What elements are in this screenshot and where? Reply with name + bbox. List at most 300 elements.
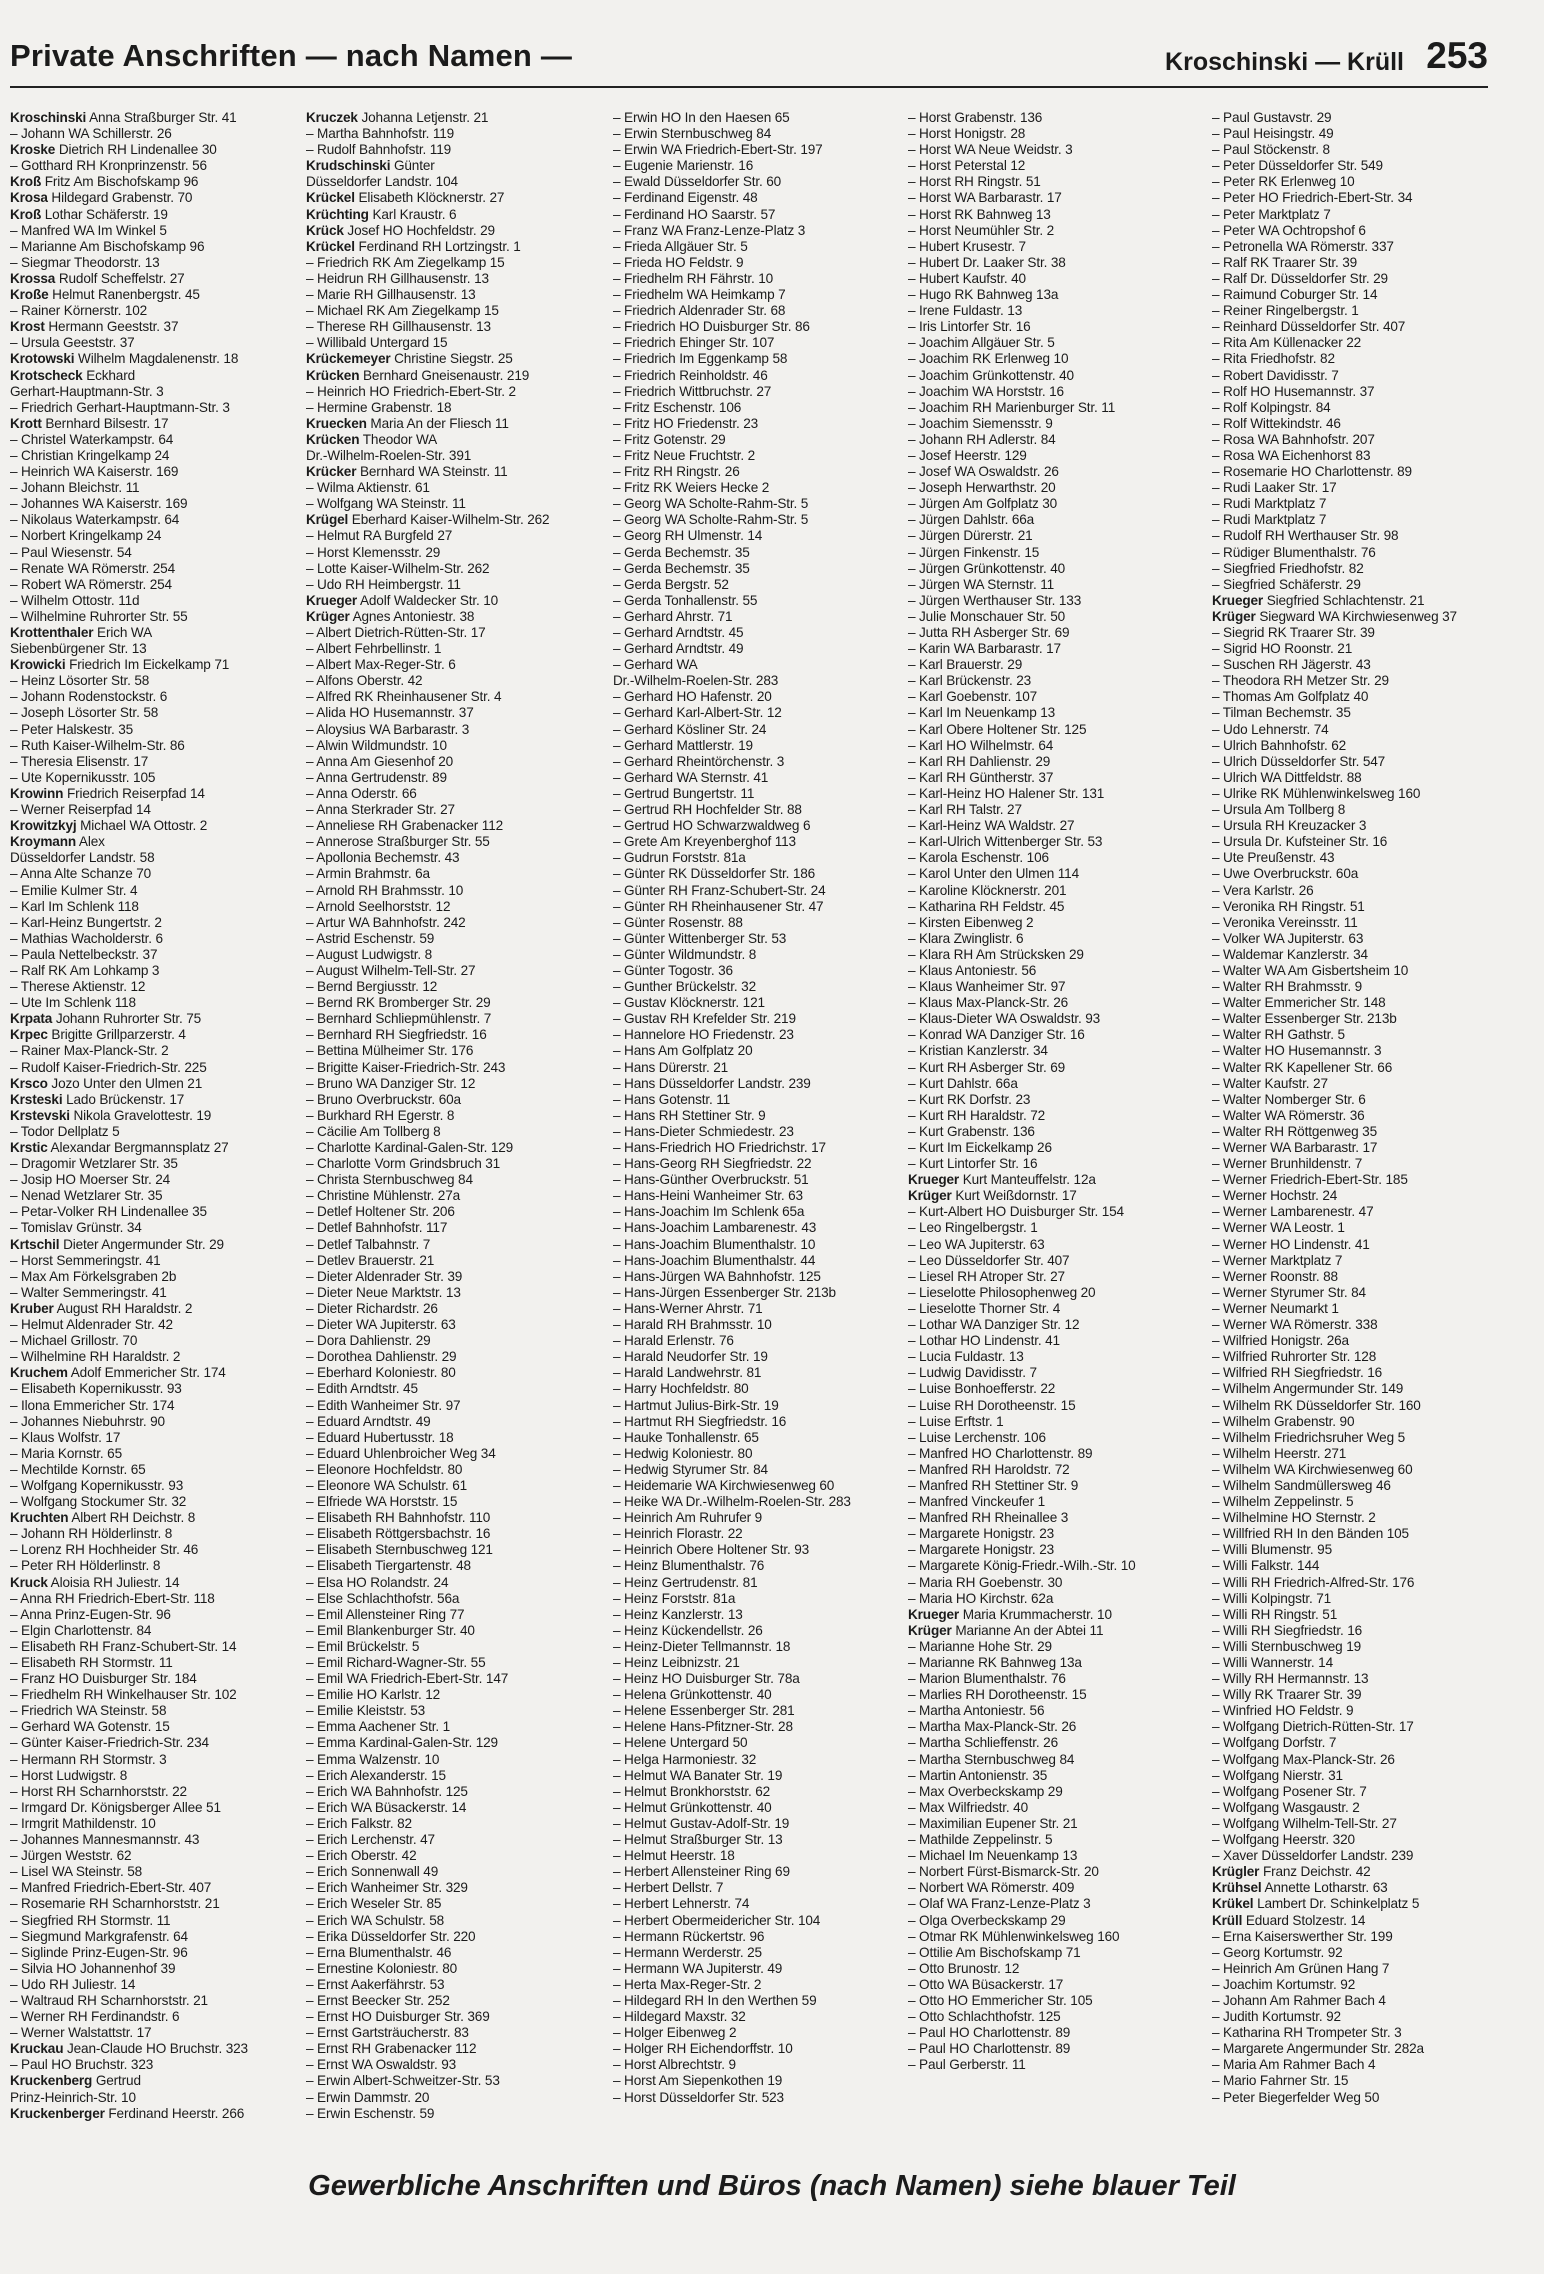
entry-text: – Rudi Laaker Str. 17 — [1212, 480, 1337, 496]
directory-entry — [306, 1301, 598, 1317]
directory-entry — [10, 1381, 302, 1397]
entry-text: – Uwe Overbruckstr. 60a — [1212, 866, 1359, 882]
entry-text: – Ewald Düsseldorfer Str. 60 — [613, 174, 782, 190]
directory-entry — [908, 1076, 1200, 1092]
directory-entry — [613, 271, 905, 287]
entry-text: – Paul HO Charlottenstr. 89 — [908, 2041, 1071, 2057]
entry-text: – Ernst HO Duisburger Str. 369 — [306, 2009, 490, 2025]
directory-entry — [306, 223, 598, 239]
directory-entry — [1212, 1301, 1504, 1317]
directory-entry — [306, 1237, 598, 1253]
entry-text: – Lotte Kaiser-Wilhelm-Str. 262 — [306, 560, 490, 576]
entry-text: Dr.-Wilhelm-Roelen-Str. 391 — [306, 447, 472, 463]
directory-entry — [613, 1285, 905, 1301]
surname: Krottenthaler — [10, 625, 94, 640]
directory-entry — [1212, 1993, 1504, 2009]
directory-entry — [306, 834, 598, 850]
directory-entry — [306, 1414, 598, 1430]
directory-entry — [306, 1526, 598, 1542]
entry-text: – Martin Antonienstr. 35 — [908, 1767, 1048, 1783]
directory-entry — [908, 1140, 1200, 1156]
directory-entry — [613, 1848, 905, 1864]
entry-text: – Rüdiger Blumenthalstr. 76 — [1212, 544, 1376, 560]
directory-entry — [306, 1478, 598, 1494]
surname: Krühsel — [1212, 1880, 1262, 1896]
directory-entry — [613, 673, 905, 689]
entry-text: – Helene Essenberger Str. 281 — [613, 1703, 795, 1719]
directory-entry — [613, 1961, 905, 1977]
surname: Krückel — [306, 190, 355, 206]
entry-text: – Anna Gertrudenstr. 89 — [306, 769, 447, 785]
directory-entry — [1212, 963, 1504, 979]
entry-text: – Günter Wildmundstr. 8 — [613, 946, 757, 962]
entry-text: – Friedrich HO Duisburger Str. 86 — [613, 319, 810, 335]
directory-entry — [613, 1977, 905, 1993]
surname: Krowicki — [10, 657, 66, 673]
directory-entry — [908, 1124, 1200, 1140]
directory-entry — [613, 1140, 905, 1156]
entry-text: – Werner Marktplatz 7 — [1212, 1252, 1343, 1268]
directory-entry — [10, 303, 302, 319]
entry-text: – Rainer Körnerstr. 102 — [10, 303, 148, 319]
entry-text: – Werner HO Lindenstr. 41 — [1212, 1236, 1370, 1252]
directory-entry — [1212, 915, 1504, 931]
directory-entry — [908, 1430, 1200, 1446]
directory-entry — [908, 689, 1200, 705]
directory-entry — [1212, 1752, 1504, 1768]
surname: Krtschil — [10, 1236, 60, 1252]
directory-entry — [908, 126, 1200, 142]
directory-entry — [306, 1816, 598, 1832]
entry-text: – Apollonia Bechemstr. 43 — [306, 850, 460, 866]
directory-entry — [306, 641, 598, 657]
directory-entry — [306, 673, 598, 689]
directory-entry — [10, 223, 302, 239]
entry-text: – Hans Gotenstr. 11 — [613, 1091, 731, 1107]
surname: Kruczek — [306, 110, 358, 125]
directory-entry — [10, 1526, 302, 1542]
entry-text: – Klaus Antoniestr. 56 — [908, 962, 1037, 978]
directory-entry — [306, 1027, 598, 1043]
directory-entry — [908, 1414, 1200, 1430]
entry-text: – Friedrich Reinholdstr. 46 — [613, 367, 768, 383]
directory-entry — [908, 1220, 1200, 1236]
directory-entry — [908, 899, 1200, 915]
directory-entry — [1212, 1108, 1504, 1124]
directory-entry — [613, 1108, 905, 1124]
directory-entry — [1212, 577, 1504, 593]
entry-text: – Reinhard Düsseldorfer Str. 407 — [1212, 319, 1406, 335]
entry-text: – Vera Karlstr. 26 — [1212, 882, 1314, 898]
directory-entry — [306, 561, 598, 577]
directory-entry — [613, 464, 905, 480]
directory-entry — [613, 1430, 905, 1446]
directory-entry — [1212, 480, 1504, 496]
directory-entry — [306, 705, 598, 721]
entry-text: Johann Ruhrorter Str. 75 — [55, 1011, 202, 1027]
directory-entry — [1212, 351, 1504, 367]
entry-text: – Sigrid HO Roonstr. 21 — [1212, 641, 1353, 657]
entry-text: – Kurt Lintorfer Str. 16 — [908, 1156, 1038, 1172]
directory-entry — [1212, 2057, 1504, 2073]
entry-text: – Reiner Ringelbergstr. 1 — [1212, 303, 1359, 319]
entry-text: – Heinz-Dieter Tellmannstr. 18 — [613, 1638, 791, 1654]
directory-entry — [908, 255, 1200, 271]
directory-entry — [306, 416, 598, 432]
entry-text: – Gertrud RH Hochfelder Str. 88 — [613, 802, 802, 818]
entry-text: – Mathias Wacholderstr. 6 — [10, 930, 163, 946]
directory-entry — [613, 1204, 905, 1220]
entry-text: – Jürgen Weststr. 62 — [10, 1848, 132, 1864]
directory-entry — [10, 1156, 302, 1172]
directory-entry — [613, 625, 905, 641]
entry-text: – Harald Landwehrstr. 81 — [613, 1365, 762, 1381]
directory-entry — [10, 1832, 302, 1848]
directory-entry — [306, 190, 598, 206]
entry-text: – Petronella WA Römerstr. 337 — [1212, 238, 1394, 254]
directory-entry — [908, 1269, 1200, 1285]
entry-text: – Heinrich HO Friedrich-Ebert-Str. 2 — [306, 383, 516, 399]
directory-entry — [306, 802, 598, 818]
entry-text: – Werner WA Leostr. 1 — [1212, 1220, 1345, 1236]
directory-entry — [613, 319, 905, 335]
entry-text: – Erika Düsseldorfer Str. 220 — [306, 1928, 476, 1944]
entry-text: – Dieter WA Jupiterstr. 63 — [306, 1317, 456, 1333]
directory-entry — [613, 963, 905, 979]
entry-text: – Heinz Blumenthalstr. 76 — [613, 1558, 765, 1574]
entry-text: – Helmut WA Banater Str. 19 — [613, 1767, 783, 1783]
entry-text: – Emil Brückelstr. 5 — [306, 1638, 420, 1654]
entry-text: – Anna Am Giesenhof 20 — [306, 753, 454, 769]
entry-text: – Josef Heerstr. 129 — [908, 447, 1027, 463]
directory-entry — [613, 1381, 905, 1397]
section-title: Private Anschriften — nach Namen — — [10, 38, 573, 73]
entry-text: – Otto WA Büsackerstr. 17 — [908, 1976, 1064, 1992]
entry-text: – Gudrun Forststr. 81a — [613, 850, 746, 866]
directory-entry — [306, 1220, 598, 1236]
directory-entry — [613, 1076, 905, 1092]
entry-text: – Brigitte Kaiser-Friedrich-Str. 243 — [306, 1059, 506, 1075]
directory-entry — [1212, 335, 1504, 351]
directory-entry — [10, 1220, 302, 1236]
directory-entry — [10, 1108, 302, 1124]
directory-entry — [613, 384, 905, 400]
directory-entry — [306, 947, 598, 963]
entry-text: Hildegard Grabenstr. 70 — [51, 190, 193, 206]
directory-entry — [306, 1752, 598, 1768]
directory-entry — [1212, 432, 1504, 448]
entry-text: – Karl Obere Holtener Str. 125 — [908, 721, 1087, 737]
directory-entry — [613, 1446, 905, 1462]
entry-text: – Manfred Friedrich-Ebert-Str. 407 — [10, 1880, 212, 1896]
entry-text: – Georg RH Ulmenstr. 14 — [613, 528, 763, 544]
directory-entry — [306, 963, 598, 979]
directory-entry — [908, 2025, 1200, 2041]
directory-entry — [10, 1237, 302, 1253]
directory-entry — [908, 1816, 1200, 1832]
entry-text: – Gerda Bechemstr. 35 — [613, 544, 750, 560]
directory-entry — [613, 400, 905, 416]
entry-text: – Hermine Grabenstr. 18 — [306, 399, 452, 415]
directory-entry — [613, 1558, 905, 1574]
directory-entry — [908, 1301, 1200, 1317]
entry-text: – Joachim RK Erlenweg 10 — [908, 351, 1069, 367]
directory-entry — [1212, 1784, 1504, 1800]
entry-text: – Ulrich Bahnhofstr. 62 — [1212, 737, 1347, 753]
entry-text: – Lieselotte Thorner Str. 4 — [908, 1300, 1061, 1316]
surname: Kroymann — [10, 834, 77, 850]
entry-text: Johanna Letjenstr. 21 — [361, 110, 489, 125]
directory-entry — [1212, 1172, 1504, 1188]
surname: Krost — [10, 319, 45, 335]
directory-entry — [908, 1832, 1200, 1848]
entry-text: – Karl RH Güntherstr. 37 — [908, 769, 1054, 785]
directory-entry — [10, 963, 302, 979]
entry-text: – Horst Grabenstr. 136 — [908, 110, 1043, 125]
entry-text: – Hauke Tonhallenstr. 65 — [613, 1429, 759, 1445]
entry-text: – Walter WA Am Gisbertsheim 10 — [1212, 962, 1409, 978]
entry-text: – Peter RH Hölderlinstr. 8 — [10, 1558, 161, 1574]
directory-entry — [306, 1639, 598, 1655]
entry-text: – Paul Stöckenstr. 8 — [1212, 142, 1330, 158]
entry-text: – Ulrich Düsseldorfer Str. 547 — [1212, 753, 1386, 769]
entry-text: Ferdinand Heerstr. 266 — [108, 2105, 245, 2121]
directory-entry — [306, 1446, 598, 1462]
entry-text: – Rudolf Kaiser-Friedrich-Str. 225 — [10, 1059, 207, 1075]
entry-text: – Harald Neudorfer Str. 19 — [613, 1349, 768, 1365]
directory-entry — [908, 1446, 1200, 1462]
entry-text: – Wolfgang Kopernikusstr. 93 — [10, 1477, 184, 1493]
directory-entry — [613, 1735, 905, 1751]
directory-entry — [613, 190, 905, 206]
entry-text: – Willi Wannerstr. 14 — [1212, 1655, 1333, 1670]
entry-text: – Hans-Joachim Im Schlenk 65a — [613, 1204, 805, 1220]
directory-entry — [908, 2057, 1200, 2073]
entry-text: Alex — [78, 834, 105, 850]
entry-text: – Helmut Gustav-Adolf-Str. 19 — [613, 1815, 790, 1831]
directory-entry — [613, 158, 905, 174]
directory-entry — [1212, 1945, 1504, 1961]
directory-entry — [10, 2106, 302, 2122]
directory-entry — [908, 1526, 1200, 1542]
entry-text: – Friedrich Wittbruchstr. 27 — [613, 383, 772, 399]
directory-entry — [613, 1220, 905, 1236]
entry-text: – Joachim Kortumstr. 92 — [1212, 1976, 1356, 1992]
entry-text: Günter — [393, 158, 435, 174]
entry-text: – Hildegard Maxstr. 32 — [613, 2009, 746, 2025]
entry-text: – Tomislav Grünstr. 34 — [10, 1220, 142, 1236]
surname: Kruber — [10, 1300, 54, 1316]
entry-text: – Wolfgang Nierstr. 31 — [1212, 1767, 1343, 1783]
entry-text: – Joseph Herwarthstr. 20 — [908, 480, 1056, 496]
surname: Krückemeyer — [306, 351, 391, 367]
entry-text: – Arnold RH Brahmsstr. 10 — [306, 882, 464, 898]
entry-text: – Wilhelmine RH Haraldstr. 2 — [10, 1349, 181, 1365]
surname: Krükel — [1212, 1896, 1254, 1912]
directory-entry — [10, 448, 302, 464]
entry-text: – Ursula Am Tollberg 8 — [1212, 802, 1346, 818]
directory-entry — [613, 1462, 905, 1478]
directory-entry — [613, 1575, 905, 1591]
entry-text: – Luise Lerchenstr. 106 — [908, 1429, 1046, 1445]
directory-entry — [908, 1237, 1200, 1253]
entry-text: – Joachim RH Marienburger Str. 11 — [908, 399, 1116, 415]
column-2 — [306, 110, 598, 2134]
directory-entry — [306, 351, 598, 367]
directory-entry — [306, 1398, 598, 1414]
entry-text: – Dragomir Wetzlarer Str. 35 — [10, 1156, 178, 1172]
entry-text: – Hans Düsseldorfer Landstr. 239 — [613, 1075, 811, 1091]
surname: Krüger — [1212, 608, 1256, 624]
directory-entry — [10, 335, 302, 351]
entry-text: – Elsa HO Rolandstr. 24 — [306, 1574, 449, 1590]
entry-text: – Manfred HO Charlottenstr. 89 — [908, 1445, 1093, 1461]
entry-text: – Willi Sternbuschweg 19 — [1212, 1638, 1362, 1654]
entry-text: – Fritz RH Ringstr. 26 — [613, 464, 740, 480]
directory-entry — [1212, 641, 1504, 657]
entry-text: – Karol Unter den Ulmen 114 — [908, 866, 1080, 882]
entry-text: – Horst RH Scharnhorststr. 22 — [10, 1783, 187, 1799]
entry-text: – Hans-Günther Overbruckstr. 51 — [613, 1172, 809, 1188]
surname: Kruecken — [306, 415, 367, 431]
entry-text: – Wolfgang WA Steinstr. 11 — [306, 496, 466, 512]
directory-entry — [1212, 126, 1504, 142]
entry-text: Friedrich Reiserpfad 14 — [66, 785, 205, 801]
directory-entry — [306, 1462, 598, 1478]
entry-text: – Wilhelmine HO Sternstr. 2 — [1212, 1510, 1376, 1526]
directory-entry — [306, 1575, 598, 1591]
directory-entry — [306, 593, 598, 609]
directory-entry — [10, 883, 302, 899]
entry-text: – Margarete Honigstr. 23 — [908, 1542, 1055, 1558]
entry-text: – Horst Düsseldorfer Str. 523 — [613, 2089, 784, 2105]
directory-entry — [10, 1317, 302, 1333]
entry-text: – Helene Untergard 50 — [613, 1735, 748, 1751]
entry-text: – Fritz Neue Fruchtstr. 2 — [613, 447, 756, 463]
entry-text: – Werner Roonstr. 88 — [1212, 1268, 1338, 1284]
entry-text: – Wilhelm RK Düsseldorfer Str. 160 — [1212, 1397, 1421, 1413]
directory-entry — [1212, 2009, 1504, 2025]
directory-entry — [1212, 190, 1504, 206]
directory-entry — [10, 1655, 302, 1671]
entry-text: Christine Siegstr. 25 — [394, 351, 513, 367]
entry-text: – Wilfried Honigstr. 26a — [1212, 1333, 1349, 1349]
directory-entry — [908, 1896, 1200, 1912]
directory-entry — [306, 1365, 598, 1381]
directory-entry — [10, 142, 302, 158]
directory-entry — [908, 1156, 1200, 1172]
directory-entry — [10, 1880, 302, 1896]
directory-entry — [10, 1253, 302, 1269]
entry-text: Maria An der Fliesch 11 — [370, 415, 509, 431]
entry-text: – Karoline Klöcknerstr. 201 — [908, 882, 1067, 898]
directory-entry — [908, 657, 1200, 673]
entry-text: – Hermann RH Stormstr. 3 — [10, 1751, 167, 1767]
entry-text: – Xaver Düsseldorfer Landstr. 239 — [1212, 1848, 1414, 1864]
surname: Kruchten — [10, 1510, 69, 1526]
directory-entry — [10, 593, 302, 609]
entry-text: – Konrad WA Danziger Str. 16 — [908, 1027, 1085, 1043]
entry-text: – Erich Weseler Str. 85 — [306, 1896, 442, 1912]
entry-text: – Ursula Dr. Kufsteiner Str. 16 — [1212, 834, 1388, 850]
entry-text: – Werner Styrumer Str. 84 — [1212, 1284, 1366, 1300]
directory-entry — [306, 1800, 598, 1816]
directory-entry — [1212, 1558, 1504, 1574]
entry-text: – Alfons Oberstr. 42 — [306, 673, 423, 689]
directory-entry — [1212, 947, 1504, 963]
directory-entry — [1212, 1220, 1504, 1236]
directory-entry — [908, 207, 1200, 223]
entry-text: Gerhart-Hauptmann-Str. 3 — [10, 383, 164, 399]
entry-text: Franz Deichstr. 42 — [1262, 1864, 1371, 1880]
entry-text: – Christel Waterkampstr. 64 — [10, 431, 174, 447]
directory-entry — [10, 400, 302, 416]
entry-text: Eduard Stolzestr. 14 — [1245, 1912, 1366, 1928]
directory-entry — [306, 915, 598, 931]
entry-text: – Rolf Kolpingstr. 84 — [1212, 399, 1331, 415]
directory-entry — [1212, 657, 1504, 673]
directory-entry — [306, 545, 598, 561]
directory-entry — [613, 1929, 905, 1945]
directory-entry — [908, 1510, 1200, 1526]
entry-text: – Klaus Max-Planck-Str. 26 — [908, 995, 1069, 1011]
directory-entry — [306, 2041, 598, 2057]
surname: Kroß — [10, 206, 42, 222]
entry-text: – Christian Kringelkamp 24 — [10, 447, 170, 463]
directory-entry — [1212, 1977, 1504, 1993]
entry-text: – Lorenz RH Hochheider Str. 46 — [10, 1542, 199, 1558]
entry-text: – Walter RK Kapellener Str. 66 — [1212, 1059, 1393, 1075]
entry-text: – Gerhard Mattlerstr. 19 — [613, 737, 753, 753]
directory-entry — [306, 1060, 598, 1076]
directory-entry — [306, 899, 598, 915]
entry-text: – Wilhelm Heerstr. 271 — [1212, 1445, 1347, 1461]
entry-text: – Gotthard RH Kronprinzenstr. 56 — [10, 158, 207, 174]
directory-entry — [306, 1381, 598, 1397]
directory-entry — [908, 1800, 1200, 1816]
directory-entry — [908, 1108, 1200, 1124]
directory-entry — [306, 158, 598, 174]
entry-text: – Willi RH Friedrich-Alfred-Str. 176 — [1212, 1574, 1415, 1590]
entry-text: – Bruno WA Danziger Str. 12 — [306, 1075, 476, 1091]
entry-text: – Veronika Vereinsstr. 11 — [1212, 914, 1358, 930]
surname: Kroß — [10, 174, 42, 190]
directory-entry — [1212, 1414, 1504, 1430]
directory-entry — [1212, 1800, 1504, 1816]
entry-text: – Erich Wanheimer Str. 329 — [306, 1880, 468, 1896]
entry-text: – Peter Biegerfelder Weg 50 — [1212, 2089, 1380, 2105]
entry-text: – Horst Semmeringstr. 41 — [10, 1252, 161, 1268]
directory-entry — [10, 979, 302, 995]
directory-entry — [908, 512, 1200, 528]
entry-text: – Ilona Emmericher Str. 174 — [10, 1397, 175, 1413]
entry-text: – Karl HO Wilhelmstr. 64 — [908, 737, 1054, 753]
directory-entry — [1212, 400, 1504, 416]
entry-text: – Ute Preußenstr. 43 — [1212, 850, 1335, 866]
entry-text: – Ernst Aakerfährstr. 53 — [306, 1976, 445, 1992]
entry-text: – Hubert Kaufstr. 40 — [908, 270, 1026, 286]
directory-entry — [306, 1510, 598, 1526]
directory-entry — [306, 1655, 598, 1671]
entry-text: – Tilman Bechemstr. 35 — [1212, 705, 1351, 721]
entry-text: – Wilhelm WA Kirchwiesenweg 60 — [1212, 1461, 1413, 1477]
directory-entry — [10, 577, 302, 593]
directory-entry — [908, 963, 1200, 979]
directory-entry — [10, 271, 302, 287]
entry-text: – Gustav RH Krefelder Str. 219 — [613, 1011, 796, 1027]
directory-entry — [1212, 223, 1504, 239]
directory-entry — [306, 1285, 598, 1301]
